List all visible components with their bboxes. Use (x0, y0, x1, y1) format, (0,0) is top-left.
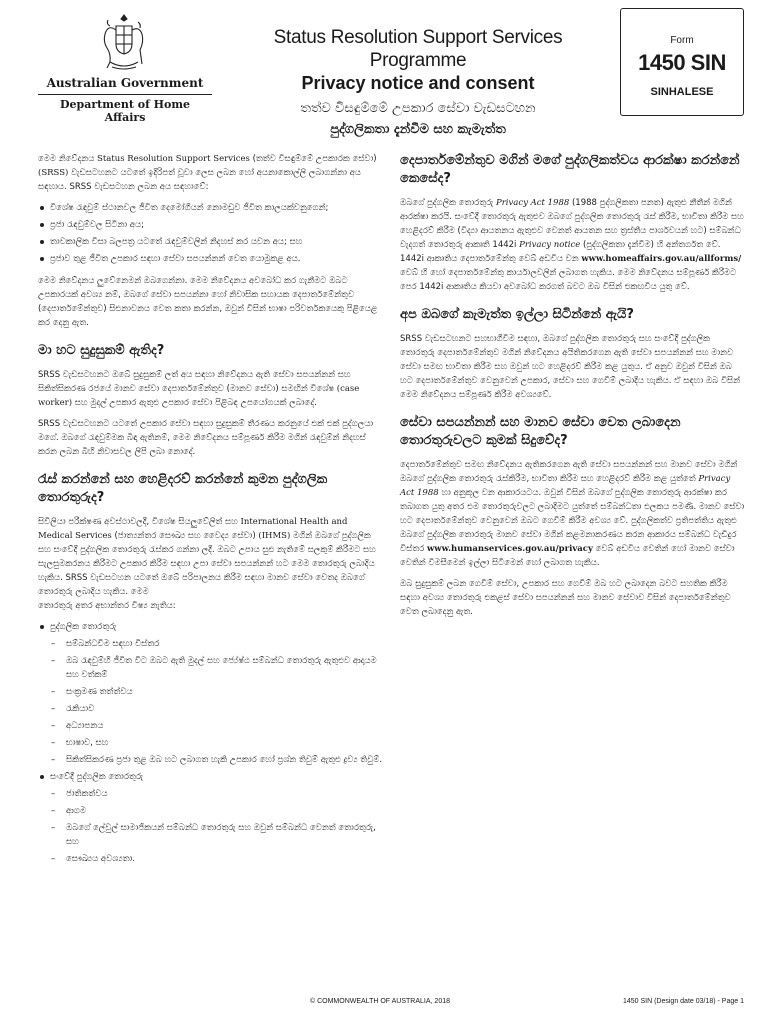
list-subitem: – ජාතිකත්වය (38, 787, 383, 801)
intro-text: මෙම නිවේදනය (38, 154, 95, 164)
paragraph-text: ඔබගේ පුද්ගලික තොරතුරු (400, 198, 494, 208)
intro-paragraph-2: මෙම නිවේදනය ලුවේනෙමන් ඔබගෙන්නා. මෙම නිවේදනය අවබෝධ කර ගැනීමට ඔබට උපකාරයක් අවශ්‍ය නම්, ඔබගේ සේවා සපයන්නා හෝ නිවාසික සහායක දෙපාර්තමේන්තුව (දෙපාර්තමේන්තුව) සිළුනාවනය වෙත කතා කරන්න, ඔවුන් විසින් භාෂා පරිවර්තකයෙකු පිළියෙළ කර දෙනු ඇත. (38, 276, 378, 328)
personal-info-list (38, 620, 383, 866)
paragraph-text: සිවිලියා පරීක්ෂණ අවස්ථාවලදී, විශේෂ සියලුවේලිත් සහ (38, 517, 238, 527)
list-subitem: – සිකිත්සිකරණ ප්‍රජා තුළ ඔබ හට ලබාගත හැකි උපකාර හෝ ප්‍රශ්න තිවුම් ඇතුළු ද්‍රව්‍ය තිවුම්. (38, 753, 383, 767)
coat-of-arms-icon (100, 12, 148, 74)
form-label: Form (670, 35, 694, 46)
list-item: විශේෂ රැඳවුම් ස්ථානවල ජීවිත දෙමෝගියන් නොමඩුව ජීවිත කාලයක්වනුගෙන්; (38, 201, 383, 215)
form-id-box (620, 8, 744, 116)
title-block (226, 26, 610, 140)
section-heading-consent: අප ඔබගේ කැමැත්ත ඉල්ලා සිටින්නේ ඇයි? (400, 307, 634, 322)
paragraph-text: තොරතුරු අතර අභාන්තර විෂ්‍ය නැතිය: (38, 601, 176, 611)
providers-paragraph-2: ඔබ සුදුසුකම් ලබන ගෙවීම් සේවා, උපකාර සහ ගෙවීම් ඔබ හට ලබාදෙන බවට සහතික කිරීම සඳහා අවශ්‍ය තොරතුරු එකළස් සේවා සපයන්නන් සහ මානව සේවාව විසින් දෙපාර්තමේන්තුව වෙත ලබාදෙනු ඇත. (400, 579, 731, 617)
form-number: 1450 SIN (638, 50, 726, 75)
providers-paragraph (400, 458, 745, 570)
department-name: Department of Home Affairs (59, 98, 191, 124)
list-item: තාවකාලික වීසා බලපත්‍ර යටතේ රැඳවුම්වලින් නිදහස් කර යවන අය; සහ (38, 235, 383, 249)
paragraph-text: (පුද්ගලිකතා දැන්වීම) හි අන්තර්ගත වේ. 1442i ආකෘතිය දෙපාර්තමේන්තු වෙබ් අඩවිය වන (400, 240, 721, 264)
paragraph-text: දෙපාර්තමේන්තුව සමඟ නිවේදනය ඇතිකරගෙන ඇති සේවා සපයන්නන් සහ මානව සේවා මගින් ඔබගේ පුද්ගලික තොරතුරු රැස්කිරීම, භාවිතා කිරීම සහ හෙළිදරව් කිරීම කළ යුත්තේ (400, 460, 738, 484)
eligibility-paragraph-2: SRSS වැඩසටහනට යටතේ උපකාර සේවා සඳහා සුදුසුකම් තීරණය කරනුයේ එක් එක් පුද්ගලයා මගේ. ඔබගේ රැඳවුම්මක බිඳා ඇතිනම්, මෙම නිවේදනය සම්පූර්ණ කිරීම මගින් රැඳවුම්න් නිදහස් කරන ලබන බිහි නිවාසවල ලිපි ලබා නොදේ. (38, 419, 374, 457)
paragraph-text: සහ මුදල් උපකාර ඇතුළු උපකාර සේවා පිළිබඳ උපයෝගයක් ලබාදේ. (74, 398, 317, 408)
intro-paragraph (38, 152, 383, 194)
footer-page-info: 1450 SIN (Design date 03/18) - Page 1 (622, 998, 744, 1005)
ihms-name: International Health and Medical Services (38, 517, 348, 541)
government-name: Australian Government (46, 76, 204, 90)
footer-copyright: © COMMONWEALTH OF AUSTRALIA, 2018 (310, 998, 450, 1005)
section-heading-privacy-protection: දෙපාර්තමේන්තුව මගින් මගේ පුද්ගලිකත්වය ආරක්ෂා කරන්නේ කෙසේද? (400, 153, 740, 186)
section-heading-info-collected: රැස් කරන්නේ සහ හෙළිදරව් කරන්නේ කුමන පුද්ගලික තොරතුරුද? (38, 472, 328, 505)
list-subitem: – සෞඛ්‍යය අවශ්‍යතා. (38, 852, 383, 866)
intro-text: (තත්ව විසඳුම්මේ උපකාරක සේවා) (252, 154, 377, 164)
list-subitem: – රැකියාව (38, 702, 383, 716)
list-subitem: – සම්බන්ධවීම සඳහා විස්තර (38, 637, 383, 651)
info-collected-paragraph (38, 515, 383, 613)
page-subtitle-sinhala: පුද්ගලිකතා දැන්වීම සහ කැමැත්ත (330, 122, 506, 137)
page-title-sinhala: තත්ව විසඳුම්මේ උපකාර සේවා වැඩසටහන (300, 101, 536, 116)
list-subitem: – අධ්‍යාපනය (38, 719, 383, 733)
program-abbrev: (SRSS) (38, 168, 69, 178)
paragraph-text: මගින් ඔබගේ පුද්ගලික සහ සංවේදී පුද්ගලික තොරතුරු රැස්කර ගන්නා ලදී. ඔබට උපාය සුළු නැතිමේ සලකුම් කිරීමට සහ සැලසුමකරනය කිරීමට උපකාර කිරීම සඳහා උපා සේවා සපයන්නන් හට මෙම තොරතුරු ලබාදිය හැකිය. SRSS වැඩසටහන යටතේ ඔබේ පරිපාලනය කිරීම සඳහා මානව සේවා වෙතද ඔබගේ තොරතුරු ලබාදිය හැකිය. මෙම (38, 531, 376, 597)
privacy-notice-name: Privacy notice (519, 240, 581, 250)
term-english: (case worker) (38, 384, 360, 408)
privacy-act-name: Privacy Act 1988 (495, 198, 570, 208)
list-subitem: – සංක්‍රමණ තත්ත්වය (38, 685, 383, 699)
consent-paragraph: SRSS වැඩසටහනට සහභාගීවීම සඳහා, ඔබගේ පුද්ගලික තොරතුරු සහ සංවේදී පුද්ගලික තොරතුරු දෙපාර්තමේන්තුව මගින් නිවේදනය අයිතිකරගෙන ඇති සේවා සපයන්නන් සහ මානව සේවා සමඟ භාවිතා කිරීම සහ ඔවුන් හට හෙළිදරව් කිරීම කළ යුතුය. ඒ අනුව ඔවුන් විසින් ඔබ හට දෙපාර්තමේන්තුව වෙනුවෙන් උපකාර, සේවා සහ ගෙවීම් ලබාදිය හැකිය. ඒ සඳහා ඔබ විසින් මෙම නිවේදනය සම්පූර්ණ කිරීම අවශ්‍යවේ. (400, 334, 741, 400)
page-title: Status Resolution Support Services Programme (273, 27, 563, 71)
paragraph-text: SRSS වැඩසටහනට ඔබේ සුදුසුකම් ලත් අය සඳහා නිවේදනය ඇති සේවා සපයන්නන් සහ සිකිත්සිකරණ රජයේ මානව සේවා දෙපාර්තමේන්තුව (මානව සේවා) සමඟින් විශේෂ (38, 370, 351, 394)
paragraph-text: (ජාත්‍යන්තර සෞඛ්‍ය සහ වෛද්‍ය සේවා) (114, 531, 256, 541)
header-divider (38, 94, 212, 95)
list-subitem: – ඔබගේ ලේවුල් සාමාජිකයන් සම්බන්ධ තොරතුරු සහ ඔවුන් සම්බන්ධ වෙනත් තොරතුරු, සහ (38, 821, 383, 849)
humanservices-link[interactable]: www.humanservices.gov.au/privacy (426, 544, 593, 554)
section-heading-eligibility: මා හට සුදුසුකම් ඇතිද? (38, 343, 165, 358)
paragraph-text: වෙබ් අඩවිය වෙතින් හෝ මානව සේවා වෙතින් විමසීමෙන් ඉල්ලා සිටීමෙන් හෝ ලබාගත හැකිය. (400, 544, 735, 568)
right-column (400, 152, 745, 626)
list-subitem: – ඔබ රැඳවුම්හි ජීවිත වීට ඔබට ඇති මුදල් සහ ජ්‍යේෂ්ඨ සම්බන්ධ තොරතුරු ඇතුළුව ආදායම සහ වත්කම් (38, 654, 383, 682)
privacy-act-name: Privacy Act 1988 (400, 474, 731, 498)
paragraph-text: වෙබ් හි හෝ දෙපාර්තමේන්තු කාර්යාලවලින් ලබාගත හැකිය. මෙම නිවේදනය සම්පූර්ණ කිරීමට පෙර 1442i ආකෘතිය කියවා අවබෝධ කරගත් බවට ඔබ විසින් එකඟවිය යුතු වේ. (400, 268, 737, 292)
homeaffairs-link[interactable]: www.homeaffairs.gov.au/allforms/ (581, 254, 742, 264)
left-column (38, 152, 383, 874)
list-item-sensitive-info: සංවේදී පුද්ගලික තොරතුරු (38, 770, 383, 784)
intro-text: වැඩසටහනට යටතේ ඉදිරිපත් වූවා ලෙස ලබන හෝ අයනාකොල්ලි ලබාගන්නා අය සඳහාය. SRSS වැඩසටහන ලබන අය සඳහාවේ: (38, 168, 361, 192)
eligibility-paragraph (38, 368, 383, 410)
page-subtitle: Privacy notice and consent (301, 73, 535, 93)
paragraph-text: (1988 පුද්ගලිකතා පනත) ඇතුළු නීතීන් මගින් ආරක්ෂා කරයි. සංවේදී තොරතුරු ඇතුළුව ඔබගේ පුද්ගලික තොරතුරු රැස් කිරීම, භාවිතා කිරීම සහ හෙළිදරව් කිරීම (විද්‍යා ආයතනය ඇතුළුව වෙනත් ආයතන සහ ත්‍රස්තීය පාර්ශවයන් හට) සම්බන්ධ වැදගත් තොරතුරු ආකෘති 1442i (400, 198, 744, 250)
list-subitem: – ආගම (38, 804, 383, 818)
ihms-abbrev: (IHMS) (258, 531, 291, 541)
section-heading-providers: සේවා සපයන්නන් සහ මානව සේවා වෙත ලබාදෙන තොරතුරුවලට කුමක් සිදුවේද? (400, 415, 681, 448)
list-item-personal-info: පුද්ගලික තොරතුරු (38, 620, 383, 634)
eligible-groups-list (38, 201, 383, 266)
list-item: ප්‍රජාව තුළ ජීවිත උපකාර සඳහා සේවා සපයන්නන් වෙත යොමුකළ අය. (38, 252, 383, 266)
list-item: ප්‍රජා රැඳවුම්වල සිටිනා අය; (38, 218, 383, 232)
list-subitem: – භාෂාව, සහ (38, 736, 383, 750)
privacy-paragraph (400, 196, 745, 294)
program-name: Status Resolution Support Services (97, 154, 250, 164)
form-language: SINHALESE (650, 86, 714, 98)
paragraph-text: හා අනුකූල වන ආකාරයටය. ඔවුන් විසින් ඔබගේ පුද්ගලික තොරතුරු ආරක්ෂා කර තබාගත යුතු අතර එම තොරතුරුවලට ලබාදිමට යුත්තේ සම්බන්ධතා එලකය පමණි. මානව සේවා හට දෙපාර්තමේන්තුව වෙනුවෙන් ඔබට ගෙවීම් කිරීම අවශ්‍ය වේ. පුද්ගලිකත්ව ප්‍රතිපත්තිය ඇතුළු ඔබගේ පුද්ගලික තොරතුරු මානව සේවා මගින් කළමනාකරණය කරන ආකාරය සම්බන්ධ වැඩිදුර විස්තර (400, 488, 745, 554)
